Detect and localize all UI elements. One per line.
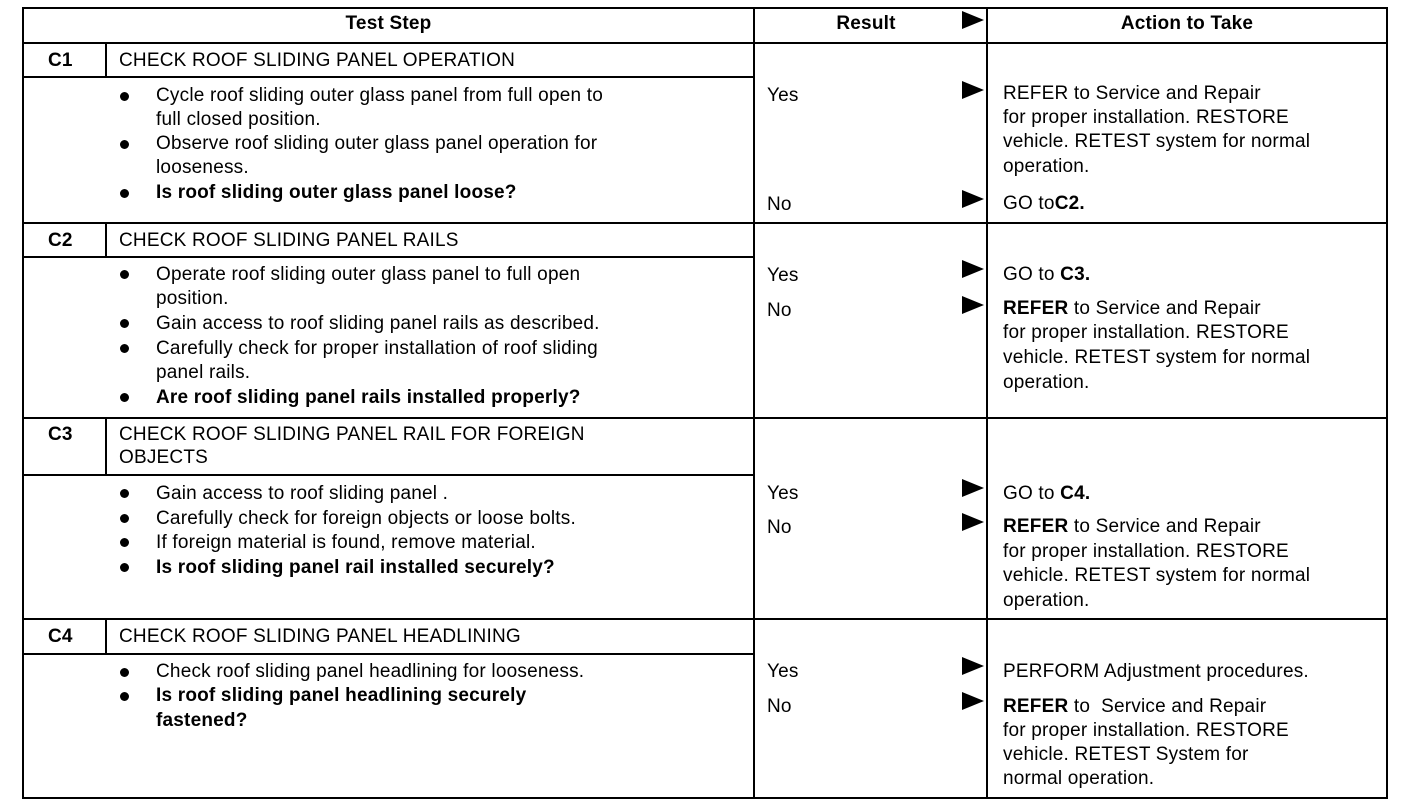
bullet-icon [120,668,129,677]
c4-no-action-1-text: to Service and Repair [1068,696,1267,717]
c4-question-line-2: fastened? [156,710,248,731]
c3-no-label: No [767,517,792,538]
c1-bullet-1-line-1: Cycle roof sliding outer glass panel from full open to [156,85,603,106]
c1-bullet-2-line-1: Observe roof sliding outer glass panel operation for [156,133,598,154]
row-divider-c1 [22,222,1388,224]
bullet-icon [120,563,129,572]
c4-no-label: No [767,696,792,717]
step-title-c3-line-1: CHECK ROOF SLIDING PANEL RAIL FOR FOREIGN [119,424,585,445]
table-left-border [22,7,24,799]
c4-question-line-1: Is roof sliding panel headlining securely [156,685,527,706]
c3-yes-label: Yes [767,483,799,504]
c2-bullet-2-line-1: Gain access to roof sliding panel rails as described. [156,313,600,334]
c3-no-action-4: operation. [1003,590,1090,611]
c4-yes-action: PERFORM Adjustment procedures. [1003,661,1309,682]
title-divider-c1 [22,76,755,78]
c2-no-action-2: for proper installation. RESTORE [1003,322,1289,343]
step-id-divider-c1 [105,42,107,78]
c3-question: Is roof sliding panel rail installed securely? [156,557,555,578]
c3-no-action-1-text: to Service and Repair [1068,516,1261,537]
step-id-divider-c4 [105,618,107,655]
c2-yes-action-ref: C3. [1060,264,1091,285]
c2-no-action-1-text: to Service and Repair [1068,298,1261,319]
title-divider-c3 [22,474,755,476]
c1-yes-action-3: vehicle. RETEST system for normal [1003,131,1311,152]
c4-yes-label: Yes [767,661,799,682]
c3-bullet-3: If foreign material is found, remove material. [156,532,536,553]
c2-no-action-lead: REFER [1003,298,1069,319]
result-column-divider [753,7,755,799]
arrow-right-icon [962,260,984,278]
c1-yes-action-4: operation. [1003,156,1090,177]
c3-no-action-lead: REFER [1003,516,1069,537]
header-divider [22,42,1388,44]
bullet-icon [120,538,129,547]
header-arrow-icon [962,11,984,29]
c1-question: Is roof sliding outer glass panel loose? [156,182,517,203]
c2-no-label: No [767,300,792,321]
step-id-c1: C1 [48,50,73,71]
bullet-icon [120,319,129,328]
c2-no-action-3: vehicle. RETEST system for normal [1003,347,1311,368]
arrow-right-icon [962,692,984,710]
c2-bullet-1-line-1: Operate roof sliding outer glass panel to full open [156,264,581,285]
c1-no-action-prefix: GO to [1003,193,1055,214]
arrow-right-icon [962,81,984,99]
arrow-right-icon [962,296,984,314]
step-title-c2: CHECK ROOF SLIDING PANEL RAILS [119,230,459,251]
bullet-icon [120,692,129,701]
table-bottom-border [22,797,1388,799]
bullet-icon [120,92,129,101]
c3-bullet-1: Gain access to roof sliding panel . [156,483,449,504]
step-id-c3: C3 [48,424,73,445]
c4-no-action-1 [1003,695,1266,720]
header-test-step: Test Step [345,13,432,34]
table-top-border [22,7,1388,9]
bullet-icon [120,344,129,353]
c1-yes-label: Yes [767,85,799,106]
c1-no-label: No [767,194,792,215]
c4-no-action-3: vehicle. RETEST System for [1003,744,1249,765]
row-divider-c2 [22,417,1388,419]
c2-bullet-3-line-2: panel rails. [156,362,251,383]
c2-no-action-1 [1003,297,1261,322]
c1-bullet-1-line-2: full closed position. [156,109,321,130]
step-id-divider-c3 [105,417,107,476]
header-action: Action to Take [1120,13,1254,34]
title-divider-c2 [22,256,755,258]
c2-bullet-3-line-1: Carefully check for proper installation of roof sliding [156,338,598,359]
arrow-right-icon [962,657,984,675]
c2-yes-action-prefix: GO to [1003,264,1061,285]
arrow-right-icon [962,513,984,531]
c3-no-action-3: vehicle. RETEST system for normal [1003,565,1311,586]
title-divider-c4 [22,653,755,655]
table-right-border [1386,7,1388,799]
step-id-c2: C2 [48,230,73,251]
c3-yes-action-ref: C4. [1060,483,1091,504]
c4-no-action-4: normal operation. [1003,768,1155,789]
c4-no-action-2: for proper installation. RESTORE [1003,720,1289,741]
row-divider-c3 [22,618,1388,620]
c3-bullet-2: Carefully check for foreign objects or loose bolts. [156,508,576,529]
bullet-icon [120,489,129,498]
c1-yes-action-1: REFER to Service and Repair [1003,83,1261,104]
header-result: Result [836,13,896,34]
c2-yes-action [1003,263,1090,288]
c2-bullet-1-line-2: position. [156,288,229,309]
bullet-icon [120,393,129,402]
step-id-divider-c2 [105,222,107,258]
c3-yes-action [1003,482,1090,507]
c2-yes-label: Yes [767,265,799,286]
bullet-icon [120,189,129,198]
bullet-icon [120,140,129,149]
c3-no-action-2: for proper installation. RESTORE [1003,541,1289,562]
c4-bullet-1: Check roof sliding panel headlining for looseness. [156,661,585,682]
c1-bullet-2-line-2: looseness. [156,157,249,178]
step-title-c1: CHECK ROOF SLIDING PANEL OPERATION [119,50,516,71]
c1-yes-action-2: for proper installation. RESTORE [1003,107,1289,128]
c2-no-action-4: operation. [1003,372,1090,393]
c2-question: Are roof sliding panel rails installed properly? [156,387,581,408]
bullet-icon [120,270,129,279]
step-id-c4: C4 [48,626,73,647]
step-title-c4: CHECK ROOF SLIDING PANEL HEADLINING [119,626,521,647]
action-column-divider [986,7,988,799]
c1-no-action-ref: C2. [1054,193,1085,214]
arrow-right-icon [962,479,984,497]
c3-yes-action-prefix: GO to [1003,483,1061,504]
bullet-icon [120,514,129,523]
c3-no-action-1 [1003,515,1261,540]
c1-no-action [1003,192,1085,217]
c4-no-action-lead: REFER [1003,696,1069,717]
arrow-right-icon [962,190,984,208]
step-title-c3-line-2: OBJECTS [119,447,209,468]
